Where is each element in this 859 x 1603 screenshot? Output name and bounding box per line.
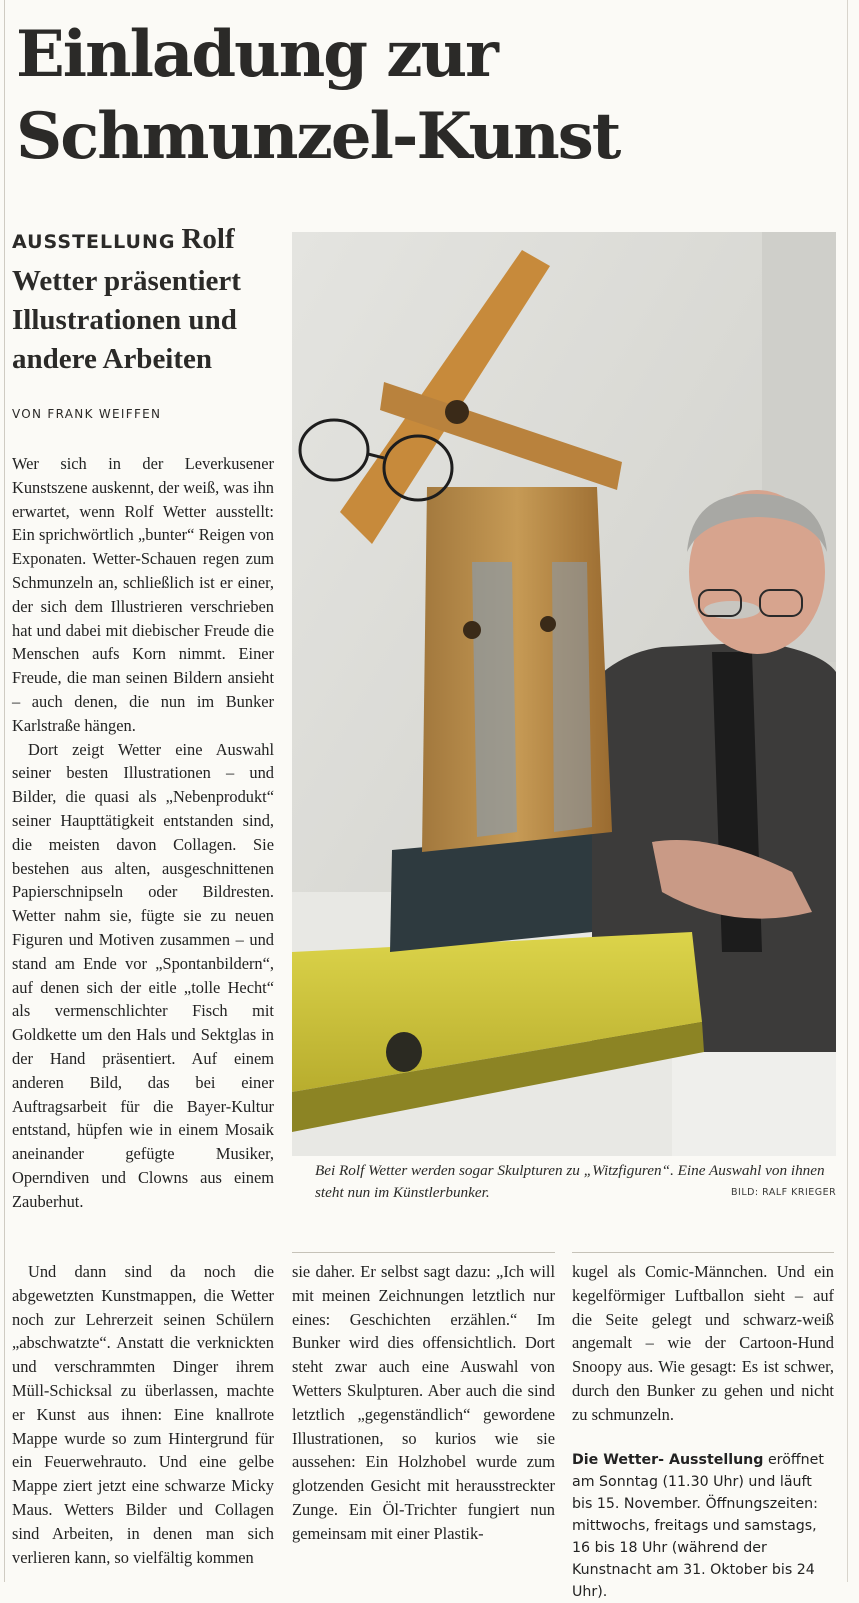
headline-line-1: Einladung zur	[16, 17, 497, 92]
subheadline-text: Rolf Wetter präsentiert Illustrationen und andere Arbeiten	[12, 223, 241, 375]
paragraph: kugel als Comic-Männchen. Und ein kegelförmiger Luftballon sieht – auf die Seite gelegt und schwarz-weiß angemalt – wie der Cartoon-Hund Snoopy aus. Wie gesagt: Es ist schwer, durch den Bunker zu gehen und nicht zu schmunzeln.	[572, 1262, 834, 1424]
headline-line-2: Schmunzel-Kunst	[16, 99, 620, 174]
article-column-1-bottom	[12, 1260, 274, 1569]
article-column-2	[292, 1260, 555, 1546]
article-photo	[292, 232, 836, 1156]
paragraph: Und dann sind da noch die abgewetzten Kunstmappen, die Wetter noch zur Lehrerzeit seinen Schülern „abschwatzte“. Anstatt die verknickten und verschrammten Dinger ihrem Müll-Schicksal zu überlassen, machte er Kunst aus ihnen: Eine knallrote Mappe wurde so zum Hintergrund für ein Feuerwehrauto. Und eine gelbe Mappe ziert jetzt eine schwarze Micky Maus. Wetters Bilder und Collagen sind Arbeiten, in denen man sich verlieren kann, so vielfältig kommen	[12, 1262, 274, 1567]
page-edge-rule	[4, 0, 5, 1582]
article-byline: VON FRANK WEIFFEN	[12, 407, 162, 421]
column-divider	[292, 1252, 555, 1253]
exhibition-info-text: eröffnet am Sonntag (11.30 Uhr) und läuft bis 15. November. Öffnungszeiten: mittwochs, freitags und samstags, 16 bis 18 Uhr (während der Kunstnacht am 31. Oktober bis 24 Uhr).	[572, 1451, 824, 1600]
paragraph: Wer sich in der Leverkusener Kunstszene auskennt, der weiß, was ihn erwartet, wenn Rolf Wetter ausstellt: Ein sprichwörtlich „bunter“ Reigen von Exponaten. Wetter-Schauen regen zum Schmunzeln an, schließlich ist er einer, der sich dem Illustrieren verschrieben hat und dabei mit diebischer Freude die Menschen aufs Korn nimmt. Einer Freude, die man seinen Bildern ansieht – auch denen, die nun im Bunker Karlstraße hängen.	[12, 454, 274, 735]
page-edge-rule	[847, 0, 848, 1582]
photo-caption: Bei Rolf Wetter werden sogar Skulpturen zu „Witzfiguren“. Eine Auswahl von ihnen steht nun im Künstlerbunker.	[315, 1162, 825, 1201]
paragraph: Dort zeigt Wetter eine Auswahl seiner besten Illustrationen – und Bilder, die quasi als „Nebenprodukt“ seiner Haupttätigkeit entstanden sind, die meisten davon Collagen. Sie bestehen aus alten, ausgeschnittenen Papierschnipseln oder Bildresten. Wetter nahm sie, fügte sie zu neuen Figuren und Motiven zusammen – und stand am Ende vor „Spontanbildern“, auf denen sich der eitle „tolle Hecht“ als vermenschlichter Fisch mit Goldkette um den Hals und Sektglas in der Hand präsentiert. Auf einem anderen Bild, das bei einer Auftragsarbeit für die Bayer-Kultur entstand, hüpfen wie in einem Mosaik aneinander gefügte Musiker, Operndiven und Clowns aus einem Zauberhut.	[12, 739, 274, 1211]
article-kicker: AUSSTELLUNG	[12, 231, 176, 253]
exhibition-info-title: Die Wetter- Ausstellung	[572, 1451, 764, 1468]
article-subheadline	[12, 220, 282, 379]
photo-credit: BILD: RALF KRIEGER	[731, 1187, 837, 1198]
column-divider	[572, 1252, 834, 1253]
article-headline	[16, 14, 636, 178]
exhibition-info	[572, 1449, 834, 1603]
article-column-3	[572, 1260, 834, 1603]
paragraph: sie daher. Er selbst sagt dazu: „Ich will mit meinen Zeichnungen letztlich nur eines: Geschichten erzählen.“ Im Bunker wird dies offensichtlich. Dort steht zwar auch eine Auswahl von Wetters Skulpturen. Aber auch die sind letztlich „gegenständlich“ gewordene Illustrationen, so kurios wie sie aussehen: Ein Holzhobel wurde zum glotzenden Gesicht mit herausstreckter Zunge. Ein Öl-Trichter fungiert nun gemeinsam mit einer Plastik-	[292, 1262, 555, 1543]
article-column-1	[12, 452, 274, 1214]
